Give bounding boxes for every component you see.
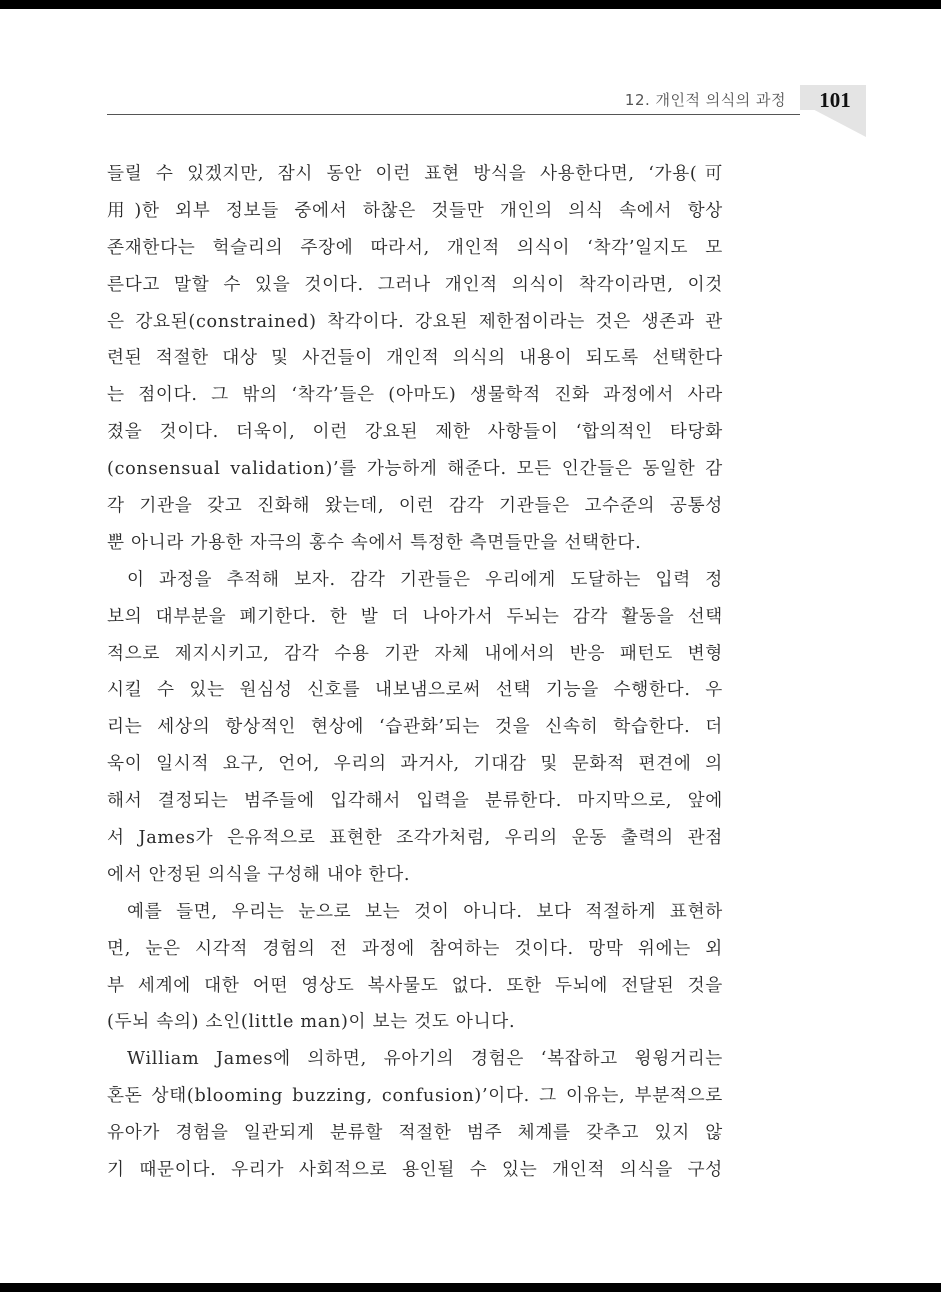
text-line: 른다고 말할 수 있을 것이다. 그러나 개인적 의식이 착각이라면, 이것: [107, 274, 723, 295]
text-line: 用)한 외부 정보들 중에서 하찮은 것들만 개인의 의식 속에서 항상: [107, 200, 723, 221]
paragraph: [107, 894, 723, 1042]
text-line: 부 세계에 대한 어떤 영상도 복사물도 없다. 또한 두뇌에 전달된 것을: [107, 975, 723, 996]
text-line: 는 점이다. 그 밖의 ‘착각’들은 (아마도) 생물학적 진화 과정에서 사라: [107, 385, 723, 406]
body-text: [107, 156, 723, 1189]
text-line: 뿐 아니라 가용한 자극의 홍수 속에서 특정한 측면들만을 선택한다.: [107, 532, 642, 553]
text-line: William James에 의하면, 유아기의 경험은 ‘복잡하고 윙윙거리는: [127, 1049, 723, 1070]
paragraph: [107, 156, 723, 562]
paragraph: [107, 1041, 723, 1189]
text-line: 보의 대부분을 폐기한다. 한 발 더 나아가서 두뇌는 감각 활동을 선택: [107, 606, 723, 627]
text-line: 졌을 것이다. 더욱이, 이런 강요된 제한 사항들이 ‘합의적인 타당화: [107, 422, 723, 443]
text-line: 시킬 수 있는 원심성 신호를 내보냄으로써 선택 기능을 수행한다. 우: [107, 680, 723, 701]
text-line: 혼돈 상태(blooming buzzing, confusion)’이다. 그 이유는, 부분적으로: [107, 1086, 723, 1107]
text-line: 존재한다는 헉슬리의 주장에 따라서, 개인적 의식이 ‘착각’일지도 모: [107, 237, 723, 258]
running-head: 12. 개인적 의식의 과정: [624, 91, 786, 109]
text-line: 유아가 경험을 일관되게 분류할 적절한 범주 체계를 갖추고 있지 않: [107, 1123, 723, 1144]
top-black-bar: [0, 0, 941, 9]
paragraph: [107, 562, 723, 894]
text-line: 면, 눈은 시각적 경험의 전 과정에 참여하는 것이다. 망막 위에는 외: [107, 938, 723, 959]
text-line: 예를 들면, 우리는 눈으로 보는 것이 아니다. 보다 적절하게 표현하: [127, 901, 723, 922]
bottom-black-bar: [0, 1283, 941, 1292]
page-number: 101: [819, 88, 851, 112]
text-line: (consensual validation)’를 가능하게 해준다. 모든 인간들은 동일한 감: [107, 459, 723, 480]
text-line: 기 때문이다. 우리가 사회적으로 용인될 수 있는 개인적 의식을 구성: [107, 1160, 723, 1181]
text-line: 에서 안정된 의식을 구성해 내야 한다.: [107, 864, 411, 885]
text-line: 련된 적절한 대상 및 사건들이 개인적 의식의 내용이 되도록 선택한다: [107, 348, 723, 369]
text-line: 리는 세상의 항상적인 현상에 ‘습관화’되는 것을 신속히 학습한다. 더: [107, 717, 723, 738]
text-line: 이 과정을 추적해 보자. 감각 기관들은 우리에게 도달하는 입력 정: [127, 569, 723, 590]
text-line: 각 기관을 갖고 진화해 왔는데, 이런 감각 기관들은 고수준의 공통성: [107, 496, 723, 517]
text-line: 은 강요된(constrained) 착각이다. 강요된 제한점이라는 것은 생존과 관: [107, 311, 723, 332]
text-line: (두뇌 속의) 소인(little man)이 보는 것도 아니다.: [107, 1012, 516, 1033]
header-rule: [107, 114, 800, 115]
text-line: 해서 결정되는 범주들에 입각해서 입력을 분류한다. 마지막으로, 앞에: [107, 791, 723, 812]
text-line: 적으로 제지시키고, 감각 수용 기관 자체 내에서의 반응 패턴도 변형: [107, 643, 723, 664]
text-line: 들릴 수 있겠지만, 잠시 동안 이런 표현 방식을 사용한다면, ‘가용(可: [107, 164, 723, 184]
text-line: 서 James가 은유적으로 표현한 조각가처럼, 우리의 운동 출력의 관점: [107, 828, 723, 849]
text-line: 욱이 일시적 요구, 언어, 우리의 과거사, 기대감 및 문화적 편견에 의: [107, 754, 723, 775]
